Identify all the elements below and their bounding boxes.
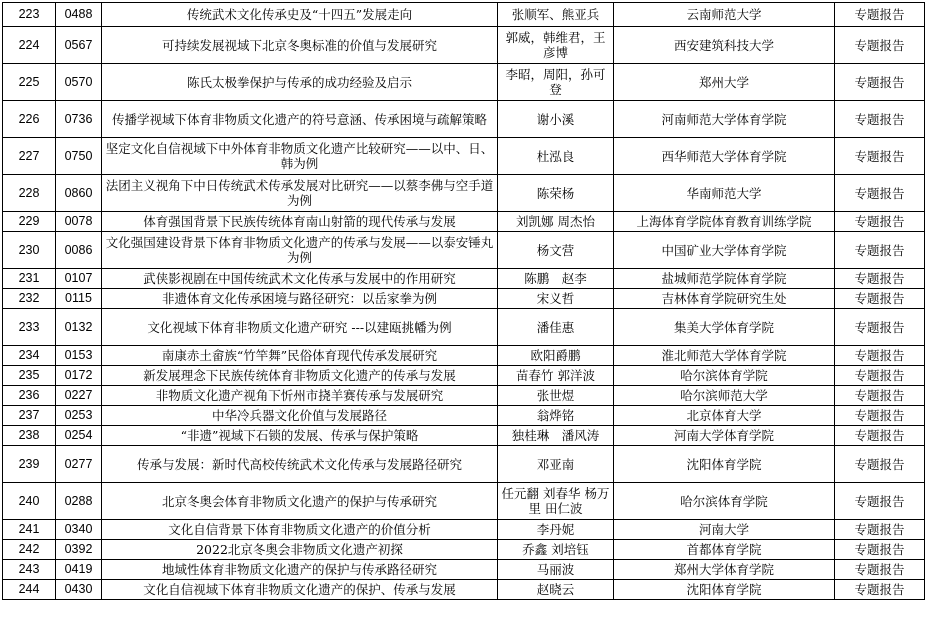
cell-report-type: 专题报告 [835, 366, 925, 386]
cell-seq: 231 [3, 269, 56, 289]
cell-paper-id: 0253 [56, 406, 102, 426]
cell-authors: 李丹妮 [498, 520, 614, 540]
table-row [3, 309, 925, 346]
cell-authors: 谢小溪 [498, 101, 614, 138]
cell-seq: 227 [3, 138, 56, 175]
table-row [3, 580, 925, 600]
cell-report-type: 专题报告 [835, 520, 925, 540]
cell-report-type: 专题报告 [835, 560, 925, 580]
cell-organization: 沈阳体育学院 [614, 446, 835, 483]
table-row [3, 138, 925, 175]
cell-organization: 集美大学体育学院 [614, 309, 835, 346]
cell-title: 2022北京冬奥会非物质文化遗产初探 [102, 540, 498, 560]
cell-paper-id: 0172 [56, 366, 102, 386]
cell-organization: 郑州大学 [614, 64, 835, 101]
table-row [3, 426, 925, 446]
cell-authors: 独桂琳 潘风涛 [498, 426, 614, 446]
cell-seq: 224 [3, 27, 56, 64]
cell-paper-id: 0392 [56, 540, 102, 560]
cell-authors: 郭威，韩维君，王彦博 [498, 27, 614, 64]
cell-report-type: 专题报告 [835, 289, 925, 309]
cell-organization: 中国矿业大学体育学院 [614, 232, 835, 269]
cell-organization: 河南大学 [614, 520, 835, 540]
cell-seq: 239 [3, 446, 56, 483]
cell-seq: 237 [3, 406, 56, 426]
cell-title: 传承与发展：新时代高校传统武术文化传承与发展路径研究 [102, 446, 498, 483]
cell-authors: 陈荣杨 [498, 175, 614, 212]
cell-paper-id: 0750 [56, 138, 102, 175]
cell-title: 文化自信背景下体育非物质文化遗产的价值分析 [102, 520, 498, 540]
cell-title: 武侠影视剧在中国传统武术文化传承与发展中的作用研究 [102, 269, 498, 289]
cell-seq: 240 [3, 483, 56, 520]
cell-title: 陈氏太极拳保护与传承的成功经验及启示 [102, 64, 498, 101]
cell-seq: 241 [3, 520, 56, 540]
cell-title: 传统武术文化传承史及“十四五”发展走向 [102, 3, 498, 27]
cell-report-type: 专题报告 [835, 269, 925, 289]
cell-seq: 229 [3, 212, 56, 232]
table-row [3, 483, 925, 520]
cell-organization: 盐城师范学院体育学院 [614, 269, 835, 289]
cell-authors: 张顺军、熊亚兵 [498, 3, 614, 27]
table-row [3, 406, 925, 426]
cell-paper-id: 0570 [56, 64, 102, 101]
cell-title: 中华冷兵器文化价值与发展路径 [102, 406, 498, 426]
cell-paper-id: 0227 [56, 386, 102, 406]
cell-report-type: 专题报告 [835, 446, 925, 483]
cell-paper-id: 0430 [56, 580, 102, 600]
cell-organization: 华南师范大学 [614, 175, 835, 212]
cell-title: 文化视域下体育非物质文化遗产研究 ---以建瓯挑幡为例 [102, 309, 498, 346]
cell-report-type: 专题报告 [835, 426, 925, 446]
cell-report-type: 专题报告 [835, 212, 925, 232]
cell-seq: 244 [3, 580, 56, 600]
cell-authors: 刘凯娜 周杰怡 [498, 212, 614, 232]
table-row [3, 101, 925, 138]
cell-paper-id: 0277 [56, 446, 102, 483]
cell-paper-id: 0254 [56, 426, 102, 446]
cell-seq: 230 [3, 232, 56, 269]
cell-report-type: 专题报告 [835, 232, 925, 269]
table-body [3, 3, 925, 600]
cell-organization: 吉林体育学院研究生处 [614, 289, 835, 309]
cell-authors: 欧阳爵鹏 [498, 346, 614, 366]
cell-seq: 235 [3, 366, 56, 386]
cell-authors: 张世煜 [498, 386, 614, 406]
cell-title: 传播学视域下体育非物质文化遗产的符号意涵、传承困境与疏解策略 [102, 101, 498, 138]
table-row [3, 3, 925, 27]
cell-organization: 首都体育学院 [614, 540, 835, 560]
cell-organization: 淮北师范大学体育学院 [614, 346, 835, 366]
cell-paper-id: 0736 [56, 101, 102, 138]
table-row [3, 175, 925, 212]
cell-authors: 杜泓良 [498, 138, 614, 175]
cell-organization: 哈尔滨体育学院 [614, 366, 835, 386]
cell-paper-id: 0078 [56, 212, 102, 232]
cell-authors: 苗春竹 郭洋波 [498, 366, 614, 386]
cell-authors: 陈鹏 赵李 [498, 269, 614, 289]
cell-authors: 乔鑫 刘培钰 [498, 540, 614, 560]
cell-title: 地域性体育非物质文化遗产的保护与传承路径研究 [102, 560, 498, 580]
cell-authors: 潘佳惠 [498, 309, 614, 346]
cell-seq: 243 [3, 560, 56, 580]
cell-report-type: 专题报告 [835, 386, 925, 406]
table-row [3, 212, 925, 232]
cell-paper-id: 0419 [56, 560, 102, 580]
table-row [3, 540, 925, 560]
cell-organization: 河南师范大学体育学院 [614, 101, 835, 138]
cell-report-type: 专题报告 [835, 309, 925, 346]
cell-organization: 上海体育学院体育教育训练学院 [614, 212, 835, 232]
cell-paper-id: 0488 [56, 3, 102, 27]
cell-report-type: 专题报告 [835, 3, 925, 27]
cell-title: 体育强国背景下民族传统体育南山射箭的现代传承与发展 [102, 212, 498, 232]
cell-organization: 西安建筑科技大学 [614, 27, 835, 64]
cell-seq: 234 [3, 346, 56, 366]
cell-paper-id: 0107 [56, 269, 102, 289]
cell-paper-id: 0567 [56, 27, 102, 64]
table-row [3, 386, 925, 406]
cell-report-type: 专题报告 [835, 540, 925, 560]
table-row [3, 232, 925, 269]
cell-title: 非遗体育文化传承困境与路径研究：以岳家拳为例 [102, 289, 498, 309]
table-row [3, 289, 925, 309]
cell-title: 文化强国建设背景下体育非物质文化遗产的传承与发展——以泰安锤丸为例 [102, 232, 498, 269]
cell-title: 可持续发展视域下北京冬奥标准的价值与发展研究 [102, 27, 498, 64]
table-row [3, 366, 925, 386]
cell-authors: 李昭，周阳，孙可登 [498, 64, 614, 101]
table-row [3, 446, 925, 483]
cell-report-type: 专题报告 [835, 580, 925, 600]
cell-seq: 242 [3, 540, 56, 560]
cell-title: “非遗”视域下石锁的发展、传承与保护策略 [102, 426, 498, 446]
table-row [3, 346, 925, 366]
cell-report-type: 专题报告 [835, 101, 925, 138]
cell-report-type: 专题报告 [835, 483, 925, 520]
cell-authors: 任元翻 刘春华 杨万里 田仁波 [498, 483, 614, 520]
cell-organization: 郑州大学体育学院 [614, 560, 835, 580]
cell-title: 文化自信视域下体育非物质文化遗产的保护、传承与发展 [102, 580, 498, 600]
cell-title: 坚定文化自信视域下中外体育非物质文化遗产比较研究——以中、日、韩为例 [102, 138, 498, 175]
cell-seq: 236 [3, 386, 56, 406]
table-row [3, 27, 925, 64]
cell-paper-id: 0860 [56, 175, 102, 212]
cell-organization: 哈尔滨师范大学 [614, 386, 835, 406]
table-row [3, 64, 925, 101]
cell-title: 法团主义视角下中日传统武术传承发展对比研究——以蔡李佛与空手道为例 [102, 175, 498, 212]
cell-authors: 宋义哲 [498, 289, 614, 309]
cell-report-type: 专题报告 [835, 406, 925, 426]
cell-seq: 232 [3, 289, 56, 309]
cell-report-type: 专题报告 [835, 64, 925, 101]
cell-seq: 226 [3, 101, 56, 138]
table-row [3, 520, 925, 540]
cell-paper-id: 0115 [56, 289, 102, 309]
cell-authors: 翁烨铭 [498, 406, 614, 426]
cell-paper-id: 0086 [56, 232, 102, 269]
cell-authors: 马丽波 [498, 560, 614, 580]
cell-paper-id: 0132 [56, 309, 102, 346]
cell-seq: 225 [3, 64, 56, 101]
cell-authors: 杨文营 [498, 232, 614, 269]
cell-seq: 238 [3, 426, 56, 446]
cell-organization: 北京体育大学 [614, 406, 835, 426]
cell-organization: 西华师范大学体育学院 [614, 138, 835, 175]
cell-organization: 云南师范大学 [614, 3, 835, 27]
cell-report-type: 专题报告 [835, 175, 925, 212]
table-row [3, 269, 925, 289]
cell-organization: 哈尔滨体育学院 [614, 483, 835, 520]
cell-seq: 223 [3, 3, 56, 27]
cell-paper-id: 0340 [56, 520, 102, 540]
cell-organization: 河南大学体育学院 [614, 426, 835, 446]
cell-report-type: 专题报告 [835, 138, 925, 175]
cell-title: 新发展理念下民族传统体育非物质文化遗产的传承与发展 [102, 366, 498, 386]
paper-list-table [2, 2, 925, 600]
cell-report-type: 专题报告 [835, 346, 925, 366]
cell-authors: 赵晓云 [498, 580, 614, 600]
cell-organization: 沈阳体育学院 [614, 580, 835, 600]
cell-title: 北京冬奥会体育非物质文化遗产的保护与传承研究 [102, 483, 498, 520]
cell-title: 非物质文化遗产视角下忻州市挠羊赛传承与发展研究 [102, 386, 498, 406]
table-row [3, 560, 925, 580]
cell-authors: 邓亚南 [498, 446, 614, 483]
cell-seq: 228 [3, 175, 56, 212]
cell-title: 南康赤土畲族“竹竿舞”民俗体育现代传承发展研究 [102, 346, 498, 366]
cell-paper-id: 0153 [56, 346, 102, 366]
cell-report-type: 专题报告 [835, 27, 925, 64]
cell-paper-id: 0288 [56, 483, 102, 520]
cell-seq: 233 [3, 309, 56, 346]
